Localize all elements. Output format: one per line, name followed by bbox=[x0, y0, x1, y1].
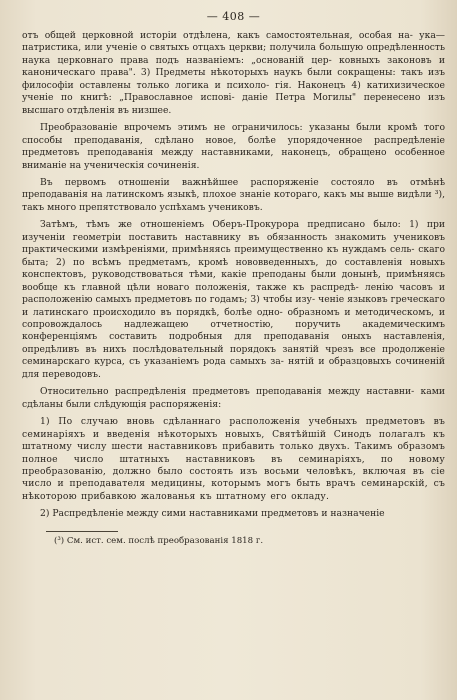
paragraph-7: 2) Распредѣленіе между сими наставниками предметовъ и назначеніе bbox=[40, 508, 385, 520]
footnote: (³) См. ист. сем. послѣ преобразованія 1818 г. bbox=[54, 535, 264, 546]
paragraph-3: Въ первомъ отношеніи важнѣйшее распоряженіе состояло въ отмѣнѣ преподаванія на латинскомъ языкѣ, плохое знаніе котораго, какъ мы выше видѣли ³), такъ много препятствовало успѣхамъ учениковъ. bbox=[22, 176, 445, 213]
body-text bbox=[22, 30, 445, 521]
paragraph-5: Относительно распредѣленія предметовъ преподаванія между наставни- ками сдѣланы были слѣдующія распоряженія: bbox=[22, 386, 445, 410]
page-number: — 408 — bbox=[206, 10, 261, 23]
paragraph-6: 1) По случаю вновь сдѣланнаго расположенія учебныхъ предметовъ въ семинаріяхъ и введенія нѣкоторыхъ новыхъ, Святѣйшій Синодъ полагалъ къ штатному числу шести наставниковъ прибавить только двухъ. Такимъ образомъ полное число штатныхъ наставниковъ въ семинаріяхъ, по новому преобразованію, должно было состоять изъ восьми человѣкъ, включая въ сіе число и преподавателя медицины, которымъ могъ быть врачъ семинарскій, съ нѣкоторою прибавкою жалованья къ штатному его окладу. bbox=[22, 416, 445, 502]
paragraph-4: Затѣмъ, тѣмъ же отношеніемъ Оберъ-Прокурора предписано было: 1) при изученіи геометріи поставить наставнику въ обязанность знакомить учениковъ практическими измѣреніями, примѣняясь преимущественно къ нуждамъ сель- скаго быта; 2) по всѣмъ предметамъ, кромѣ нововведенныхъ, до составленія новыхъ конспектовъ, руководствоваться тѣми, какіе преподаны были донынѣ, примѣняясь вообще къ главной цѣли новаго положенія, также къ распредѣ- ленію часовъ и расположенію самыхъ предметовъ по годамъ; 3) чтобы изу- ченіе языковъ греческаго и латинскаго происходило въ порядкѣ, болѣе одно- образномъ и методическомъ, и сопровождалось надлежащею отчетностію, поручить академическимъ конференціямъ составить подробныя для преподаванія оныхъ наставленія, опредѣливъ въ нихъ послѣдовательный порядокъ занятій чрезъ все продолженіе семинарскаго курса, съ указаніемъ рода самыхъ за- нятій и образцовыхъ сочиненій для переводовъ. bbox=[22, 219, 445, 380]
paragraph-1: отъ общей церковной исторіи отдѣлена, какъ самостоятельная, особая на- ука—патристика, или ученіе о святыхъ отцахъ церкви; получила большую опредѣленность наука церковнаго права подъ названіемъ: „основаній цер- ковныхъ законовъ и каноническаго права". 3) Предметы нѣкоторыхъ наукъ были сокращены: такъ изъ философіи оставлены только логика и психоло- гія. Наконецъ 4) катихизическое ученіе по книгѣ: „Православное испові- даніе Петра Могилы" перенесено изъ высшаго отдѣленія въ низшее. bbox=[22, 30, 445, 116]
footnote-rule bbox=[46, 531, 118, 532]
paragraph-2: Преобразованіе впрочемъ этимъ не ограничилось: указаны были кромѣ того способы преподаванія, сдѣлано новое, болѣе упорядоченное распредѣленіе предметовъ преподаванія между наставниками, наконецъ, обращено особенное вниманіе на ученическія сочиненія. bbox=[22, 122, 445, 171]
